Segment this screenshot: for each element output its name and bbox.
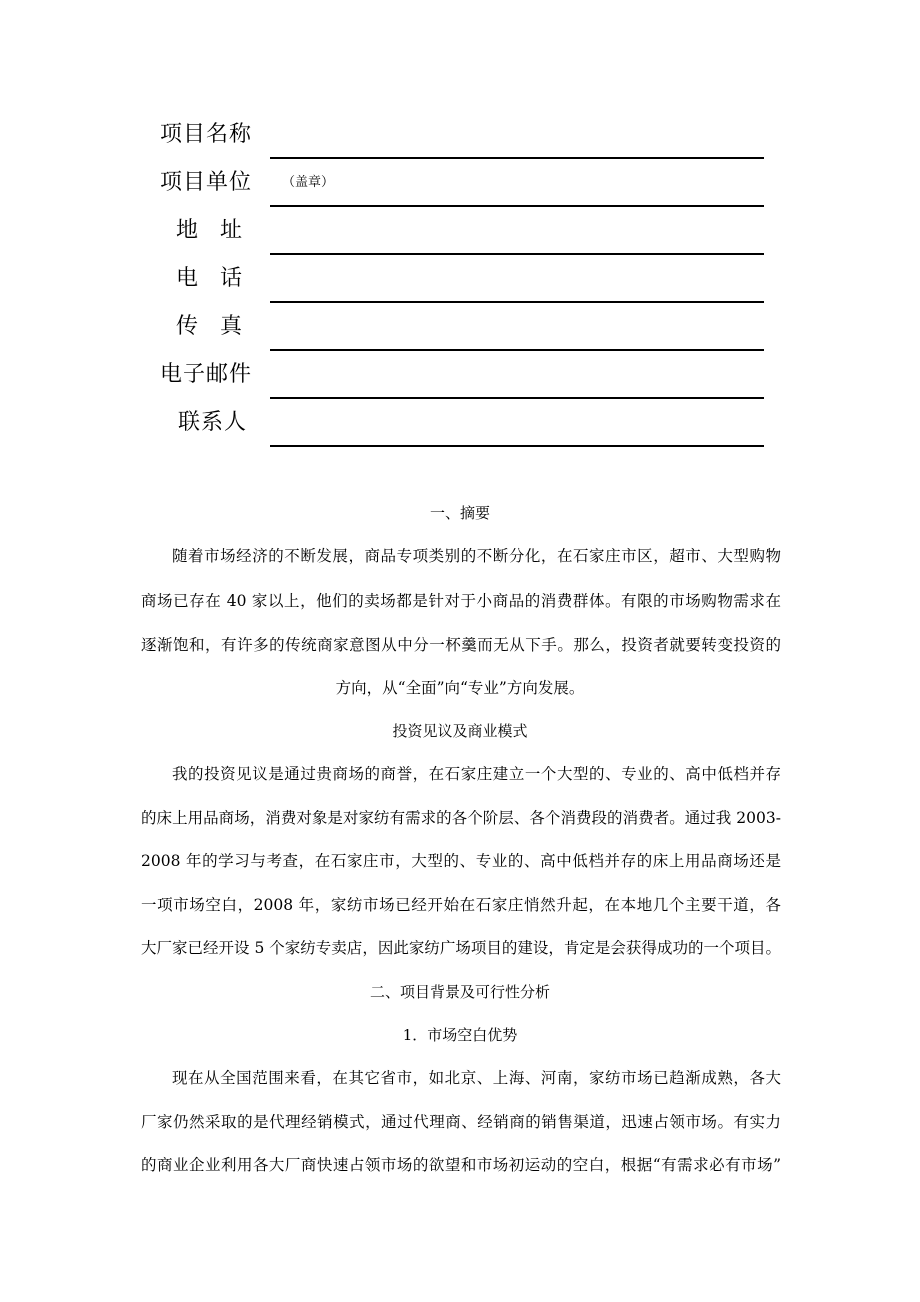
- form-label: 电子邮件: [160, 362, 253, 387]
- paragraph-line: 随着市场经济的不断发展，商品专项类别的不断分化，在石家庄市区，超市、大型购物: [172, 547, 781, 565]
- form-label: 传 真: [176, 314, 243, 339]
- form-row-project-name: [0, 120, 920, 168]
- form-label: 联系人: [178, 410, 248, 435]
- form-underline[interactable]: [270, 397, 764, 399]
- form-label: 电 话: [176, 266, 243, 291]
- subsection-title-market-gap: 1．市场空白优势: [402, 1026, 518, 1044]
- form-underline[interactable]: [270, 253, 764, 255]
- paragraph-line: 的床上用品商场，消费对象是对家纺有需求的各个阶层、各个消费段的消费者。通过我 2003-: [141, 809, 781, 827]
- form-label: 项目名称: [160, 122, 253, 147]
- form-row-address: [0, 216, 920, 264]
- paragraph-line: 现在从全国范围来看，在其它省市，如北京、上海、河南，家纺市场已趋渐成熟，各大: [172, 1069, 781, 1087]
- paragraph-line: 厂家仍然采取的是代理经销模式，通过代理商、经销商的销售渠道，迅速占领市场。有实力: [141, 1113, 781, 1131]
- form-underline[interactable]: [270, 445, 764, 447]
- paragraph-line: 我的投资见议是通过贵商场的商誉，在石家庄建立一个大型的、专业的、高中低档并存: [172, 765, 781, 783]
- form-row-phone: [0, 264, 920, 312]
- paragraph-line: 的商业企业利用各大厂商快速占领市场的欲望和市场初运动的空白，根据“有需求必有市场”: [141, 1156, 781, 1174]
- paragraph-line: 商场已存在 40 家以上，他们的卖场都是针对于小商品的消费群体。有限的市场购物需求在: [141, 592, 781, 610]
- form-row-project-unit: [0, 168, 920, 216]
- form-row-contact: [0, 408, 920, 456]
- paragraph-line: 逐渐饱和，有许多的传统商家意图从中分一杯羹而无从下手。那么，投资者就要转变投资的: [141, 636, 781, 654]
- paragraph-line: 2008 年的学习与考查，在石家庄市，大型的、专业的、高中低档并存的床上用品商场还是: [141, 852, 781, 870]
- paragraph-line: 方向，从“全面”向“专业”方向发展。: [335, 679, 585, 697]
- section-title-summary: 一、摘要: [429, 504, 490, 522]
- paragraph-line: 一项市场空白，2008 年，家纺市场已经开始在石家庄悄然升起，在本地几个主要干道，各: [141, 896, 781, 914]
- form-underline[interactable]: [270, 205, 764, 207]
- form-underline[interactable]: [270, 301, 764, 303]
- form-label: 地 址: [176, 218, 243, 243]
- paragraph-line: 大厂家已经开设 5 个家纺专卖店，因此家纺广场项目的建设，肯定是会获得成功的一个项目。: [141, 939, 781, 957]
- seal-note: （盖章）: [282, 175, 335, 190]
- form-row-email: [0, 360, 920, 408]
- form-underline[interactable]: [270, 157, 764, 159]
- form-underline[interactable]: [270, 349, 764, 351]
- section-title-background: 二、项目背景及可行性分析: [369, 983, 550, 1001]
- section-title-investment: 投资见议及商业模式: [392, 722, 528, 740]
- form-label: 项目单位: [160, 170, 253, 195]
- form-row-fax: [0, 312, 920, 360]
